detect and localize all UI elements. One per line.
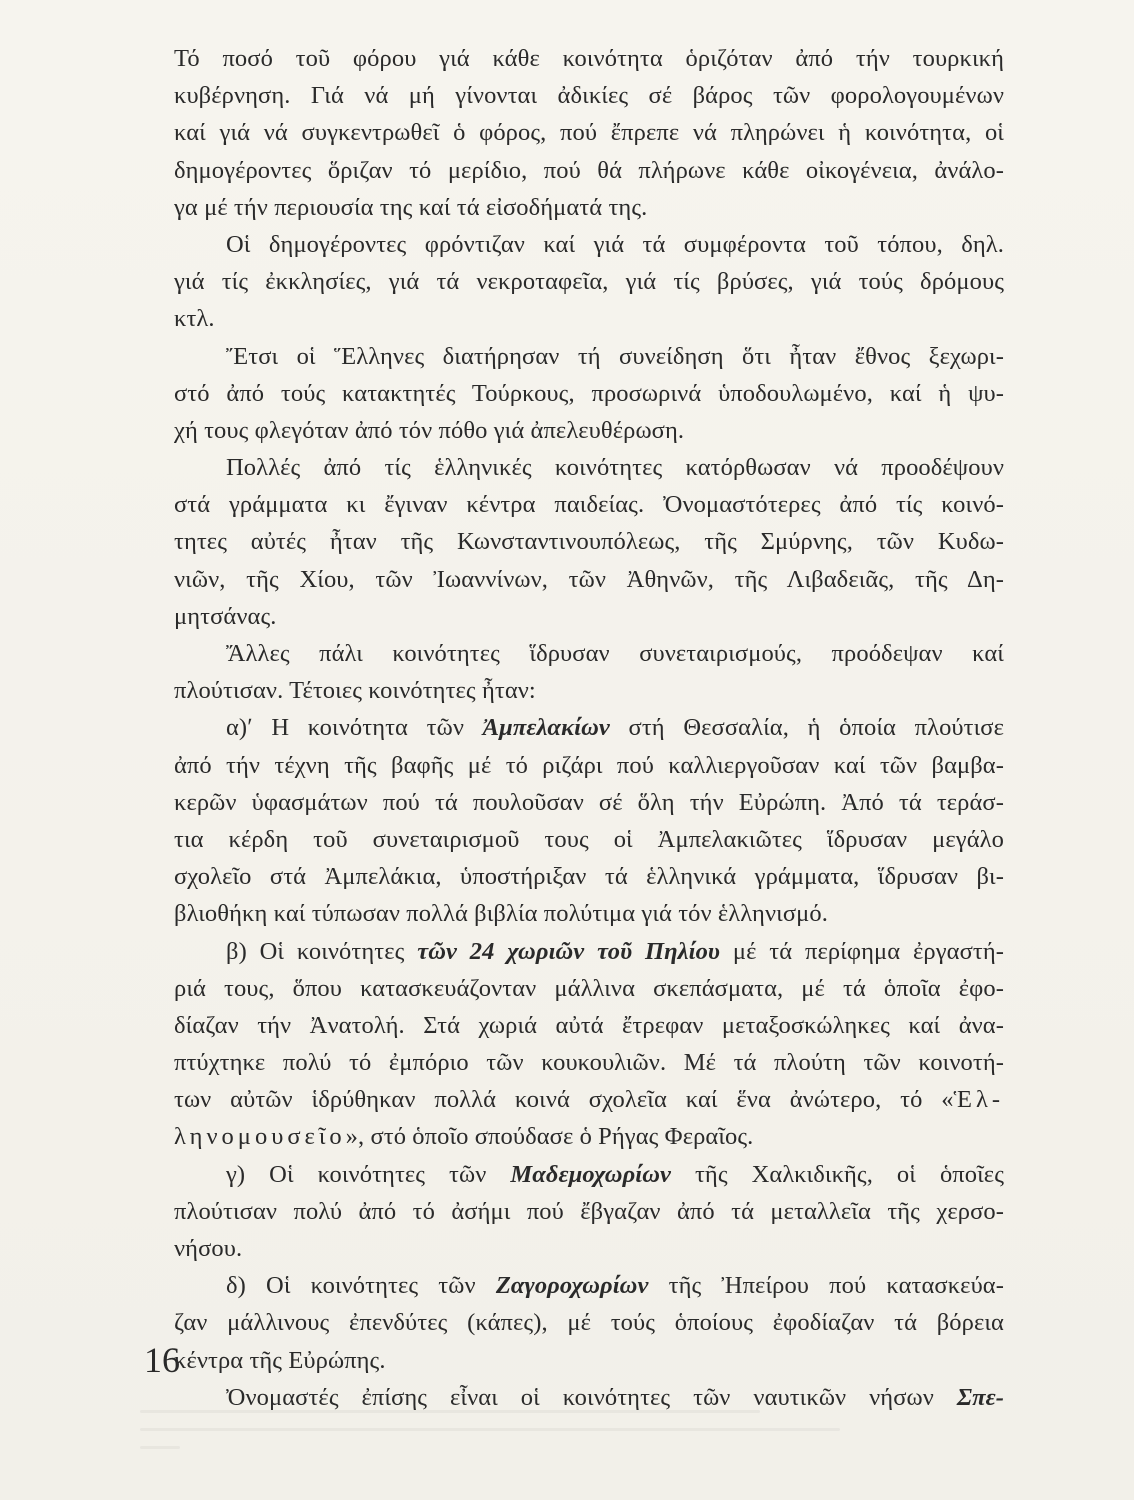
text-line: κυβέρνηση. Γιά νά μή γίνονται ἀδικίες σέ βάρος τῶν φορολογουμένων [174,82,1004,110]
line-text: δ) Οἱ κοινότητες τῶν [226,1272,496,1300]
text-line [174,933,1004,970]
text-line [174,1267,1004,1304]
emphasis-text: Ἀμπελακίων [482,714,610,742]
spaced-text: Ἑλ- [953,1086,1004,1114]
text-line: δίαζαν τήν Ἀνατολή. Στά χωριά αὐτά ἔτρεφαν μεταξοσκώληκες καί ἀνα- [174,1011,1004,1039]
text-line [174,1081,1004,1118]
text-line: Οἱ δημογέροντες φρόντιζαν καί γιά τά συμφέροντα τοῦ τόπου, δηλ. [226,230,1004,258]
text-line: ζαν μάλλινους ἐπενδύτες (κάπες), μέ τούς ὁποίους ἐφοδίαζαν τά βόρεια [174,1309,1004,1337]
text-line: ριά τους, ὅπου κατασκευάζονταν μάλλινα σκεπάσματα, μέ τά ὁποῖα ἐφο- [174,974,1004,1002]
page-number: 16 [144,1340,180,1380]
text-line: νήσου. [174,1235,243,1262]
line-text: α)ʹ Η κοινότητα τῶν [226,714,483,742]
text-line [174,1118,1004,1155]
text-line: ἀπό τήν τέχνη τῆς βαφῆς μέ τό ριζάρι πού καλλιεργοῦσαν καί τῶν βαμβα- [174,751,1004,779]
text-line: γα μέ τήν περιουσία της καί τά εἰσοδήματά της. [174,193,648,221]
line-text: τῆς Χαλκιδικῆς, οἱ ὁποῖες [671,1160,1004,1188]
text-line: κερῶν ὑφασμάτων πού τά πουλοῦσαν σέ ὅλη τήν Εὐρώπη. Ἀπό τά τεράσ- [174,788,1004,816]
text-line: κτλ. [174,305,215,333]
text-line [174,709,1004,746]
text-line: μητσάνας. [174,602,277,630]
text-line: Πολλές ἀπό τίς ἑλληνικές κοινότητες κατόρθωσαν νά προοδέψουν [226,454,1004,482]
spaced-text: ληνομουσεῖο [174,1123,346,1151]
emphasis-text: Μαδεμοχωρίων [510,1160,672,1188]
emphasis-text: Ζαγοροχωρίων [495,1272,649,1300]
text-line: δημογέροντες ὅριζαν τό μερίδιο, πού θά πλήρωνε κάθε οἰκογένεια, ἀνάλο- [174,156,1004,184]
text-line: βλιοθήκη καί τύπωσαν πολλά βιβλία πολύτιμα γιά τόν ἑλληνισμό. [174,900,828,928]
line-text: τῆς Ἠπείρου πού κατασκεύα- [648,1272,1004,1300]
text-line: κέντρα τῆς Εὐρώπης. [174,1346,386,1374]
text-line: πλούτισαν. Τέτοιες κοινότητες ἦταν: [174,677,536,705]
line-text: γ) Οἱ κοινότητες τῶν [226,1160,511,1188]
line-text: Ὀνομαστές ἐπίσης εἶναι οἱ κοινότητες τῶν ναυτικῶν νήσων [226,1383,957,1411]
line-text: στή Θεσσαλία, ἡ ὁποία πλούτισε [609,714,1004,742]
emphasis-text: τῶν 24 χωριῶν τοῦ Πηλίου [417,937,721,965]
text-line: Ἔτσι οἱ Ἕλληνες διατήρησαν τή συνείδηση ὅτι ἦταν ἔθνος ξεχωρι- [226,342,1004,370]
bleed-through-shadow [140,1400,900,1460]
text-line: νιῶν, τῆς Χίου, τῶν Ἰωαννίνων, τῶν Ἀθηνῶν, τῆς Λιβαδειᾶς, τῆς Δη- [174,565,1004,593]
line-text: β) Οἱ κοινότητες [226,937,418,965]
line-text: των αὐτῶν ἱδρύθηκαν πολλά κοινά σχολεῖα καί ἕνα ἀνώτερο, τό « [174,1086,954,1114]
text-line: Ἄλλες πάλι κοινότητες ἵδρυσαν συνεταιρισμούς, προόδεψαν καί [226,640,1004,667]
text-line: στά γράμματα κι ἔγιναν κέντρα παιδείας. Ὀνομαστότερες ἀπό τίς κοινό- [174,491,1004,519]
text-line: πλούτισαν πολύ ἀπό τό ἀσήμι πού ἔβγαζαν ἀπό τά μεταλλεῖα τῆς χερσο- [174,1197,1004,1225]
text-line: πτύχτηκε πολύ τό ἐμπόριο τῶν κουκουλιῶν. Μέ τά πλούτη τῶν κοινοτή- [174,1049,1004,1077]
text-line [174,1156,1004,1193]
text-line: Τό ποσό τοῦ φόρου γιά κάθε κοινότητα ὁριζόταν ἀπό τήν τουρκική [174,45,1004,72]
text-line: γιά τίς ἐκκλησίες, γιά τά νεκροταφεῖα, γιά τίς βρύσες, γιά τούς δρόμους [174,268,1004,296]
text-line: τια κέρδη τοῦ συνεταιρισμοῦ τους οἱ Ἀμπελακιῶτες ἵδρυσαν μεγάλο [174,825,1004,853]
body-text [174,40,1004,1416]
emphasis-text: Σπε- [956,1383,1004,1411]
text-line: σχολεῖο στά Ἀμπελάκια, ὑποστήριξαν τά ἑλληνικά γράμματα, ἵδρυσαν βι- [174,863,1004,891]
line-text: μέ τά περίφημα ἐργαστή- [720,937,1004,965]
line-text: », στό ὁποῖο σπούδασε ὁ Ρήγας Φεραῖος. [345,1123,754,1151]
text-line: στό ἀπό τούς κατακτητές Τούρκους, προσωρινά ὑποδουλωμένο, καί ἡ ψυ- [174,379,1004,407]
text-line: τητες αὐτές ἦταν τῆς Κωνσταντινουπόλεως, τῆς Σμύρνης, τῶν Κυδω- [174,528,1004,556]
text-line: χή τους φλεγόταν ἀπό τόν πόθο γιά ἀπελευθέρωση. [174,416,685,444]
text-line: καί γιά νά συγκεντρωθεῖ ὁ φόρος, πού ἔπρεπε νά πληρώνει ἡ κοινότητα, οἱ [174,119,1004,147]
